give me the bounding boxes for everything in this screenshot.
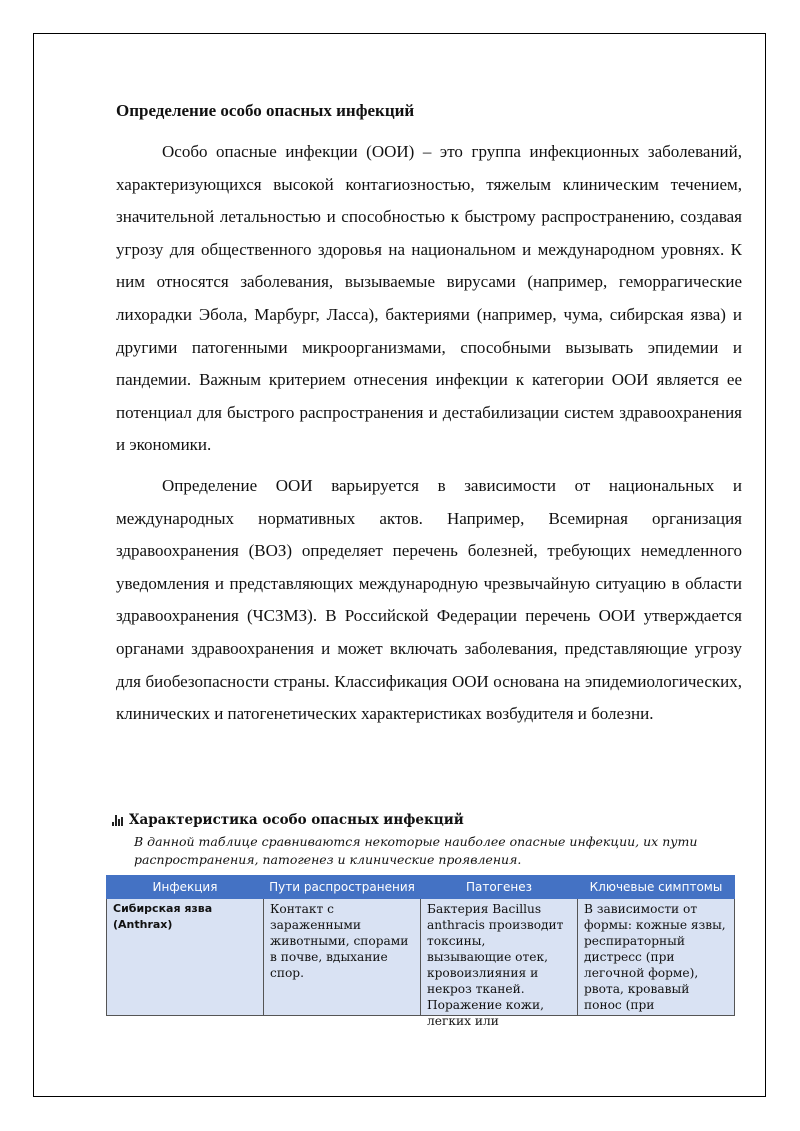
cell-infection: Сибирская язва (Anthrax)	[107, 899, 264, 1016]
bar-chart-icon	[112, 815, 123, 826]
cell-symptoms: В зависимости от формы: кожные язвы, респираторный дистресс (при легочной форме), рвота, кровавый понос (при	[578, 899, 735, 1016]
column-header-symptoms: Ключевые симптомы	[578, 876, 735, 899]
table-header-row	[107, 876, 735, 899]
document-body	[116, 100, 742, 739]
column-header-pathogenesis: Патогенез	[421, 876, 578, 899]
table-block	[112, 812, 742, 1028]
section-heading: Определение особо опасных инфекций	[116, 101, 415, 120]
cell-routes: Контакт с зараженными животными, спорами в почве, вдыхание спор.	[264, 899, 421, 1016]
table-caption: В данной таблице сравниваются некоторые наиболее опасные инфекции, их пути распространения, патогенез и клинические проявления.	[134, 834, 698, 867]
table-row	[107, 899, 735, 1016]
table-title-text: Характеристика особо опасных инфекций	[129, 812, 464, 828]
column-header-infection: Инфекция	[107, 876, 264, 899]
table-title	[112, 812, 742, 828]
paragraph-2: Определение ООИ варьируется в зависимости от национальных и международных нормативных актов. Например, Всемирная организация здравоохранения (ВОЗ) определяет перечень болезней, требующих немедленного уведомления и представляющих международную чрезвычайную ситуацию в области здравоохранения (ЧСЗМЗ). В Российской Федерации перечень ООИ утверждается органами здравоохранения и может включать заболевания, представляющие угрозу для биобезопасности страны. Классификация ООИ основана на эпидемиологических, клинических и патогенетических характеристиках возбудителя и болезни.	[116, 475, 742, 724]
infections-table	[106, 875, 735, 1028]
cell-pathogenesis: Бактерия Bacillus anthracis производит токсины, вызывающие отек, кровоизлияния и некроз тканей. Поражение кожи, легких или	[421, 899, 578, 1016]
paragraph-1: Особо опасные инфекции (ООИ) – это группа инфекционных заболеваний, характеризующихся высокой контагиозностью, тяжелым клиническим течением, значительной летальностью и способностью к быстрому распространению, создавая угрозу для общественного здоровья на национальном и международном уровнях. К ним относятся заболевания, вызываемые вирусами (например, геморрагические лихорадки Эбола, Марбург, Ласса), бактериями (например, чума, сибирская язва) и другими патогенными микроорганизмами, способными вызывать эпидемии и пандемии. Важным критерием отнесения инфекции к категории ООИ является ее потенциал для быстрого распространения и дестабилизации систем здравоохранения и экономики.	[116, 142, 742, 455]
column-header-routes: Пути распространения	[264, 876, 421, 899]
